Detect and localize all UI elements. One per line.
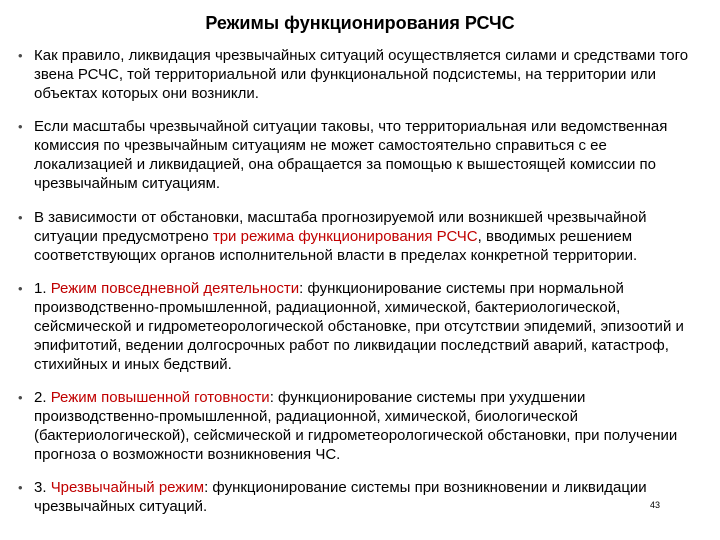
- bullet-text: Если масштабы чрезвычайной ситуации таковы, что территориальная или ведомственная комиссия по чрезвычайным ситуациям не может самостоятельно справиться с ее локализацией и ликвидацией, она обращается за помощью к вышестоящей комиссии по чрезвычайным ситуациям.: [34, 118, 668, 192]
- mode-description: : функционирование системы при ухудшении производственно-промышленной, радиационной, химической, биологической (бактериологической), сейсмической и гидрометеорологической обстановки, при получении прогноза о возможности возникновения ЧС.: [34, 389, 678, 463]
- bullet-item-2: [18, 117, 708, 193]
- bullet-text: Как правило, ликвидация чрезвычайных ситуаций осуществляется силами и средствами того звена РСЧС, той территориальной или функциональной подсистемы, на территории или объектах которых они возникли.: [34, 47, 689, 102]
- mode-name: Режим повседневной деятельности: [50, 280, 300, 297]
- bullet-icon: •: [18, 281, 23, 296]
- mode-name: Режим повышенной готовности: [50, 389, 270, 406]
- bullet-icon: •: [18, 48, 23, 63]
- mode-number: 1.: [34, 280, 51, 297]
- mode-description: : функционирование системы при нормальной производственно-промышленной, радиационной, химической, бактериологической, сейсмической и гидрометеорологической обстановке, при отсутствии эпидемий, эпизоотий и эпифитотий, ведении долгосрочных работ по ликвидации последствий аварий, катастроф, стихийных и иных бедствий.: [34, 280, 684, 373]
- bullet-text-after: , вводимых решением соответствующих органов исполнительной власти в пределах конкретной территории.: [34, 228, 638, 264]
- bullet-item-6: [18, 478, 708, 516]
- mode-name: Чрезвычайный режим: [50, 479, 205, 496]
- bullet-list: [18, 46, 708, 530]
- mode-description: : функционирование системы при возникновении и ликвидации чрезвычайных ситуаций.: [34, 479, 647, 515]
- bullet-item-4: [18, 279, 708, 374]
- bullet-item-1: [18, 46, 708, 103]
- slide-title: Режимы функционирования РСЧС: [205, 13, 515, 33]
- bullet-highlight: три режима функционирования РСЧС: [212, 228, 478, 245]
- mode-number: 3.: [34, 479, 51, 496]
- bullet-item-5: [18, 388, 708, 464]
- mode-number: 2.: [34, 389, 51, 406]
- bullet-icon: •: [18, 210, 23, 225]
- bullet-item-3: [18, 208, 708, 265]
- bullet-text-before: В зависимости от обстановки, масштаба прогнозируемой или возникшей чрезвычайной ситуации предусмотрено: [34, 209, 647, 245]
- bullet-icon: •: [18, 480, 23, 495]
- page-number: 43: [650, 500, 661, 510]
- bullet-icon: •: [18, 119, 23, 134]
- bullet-icon: •: [18, 390, 23, 405]
